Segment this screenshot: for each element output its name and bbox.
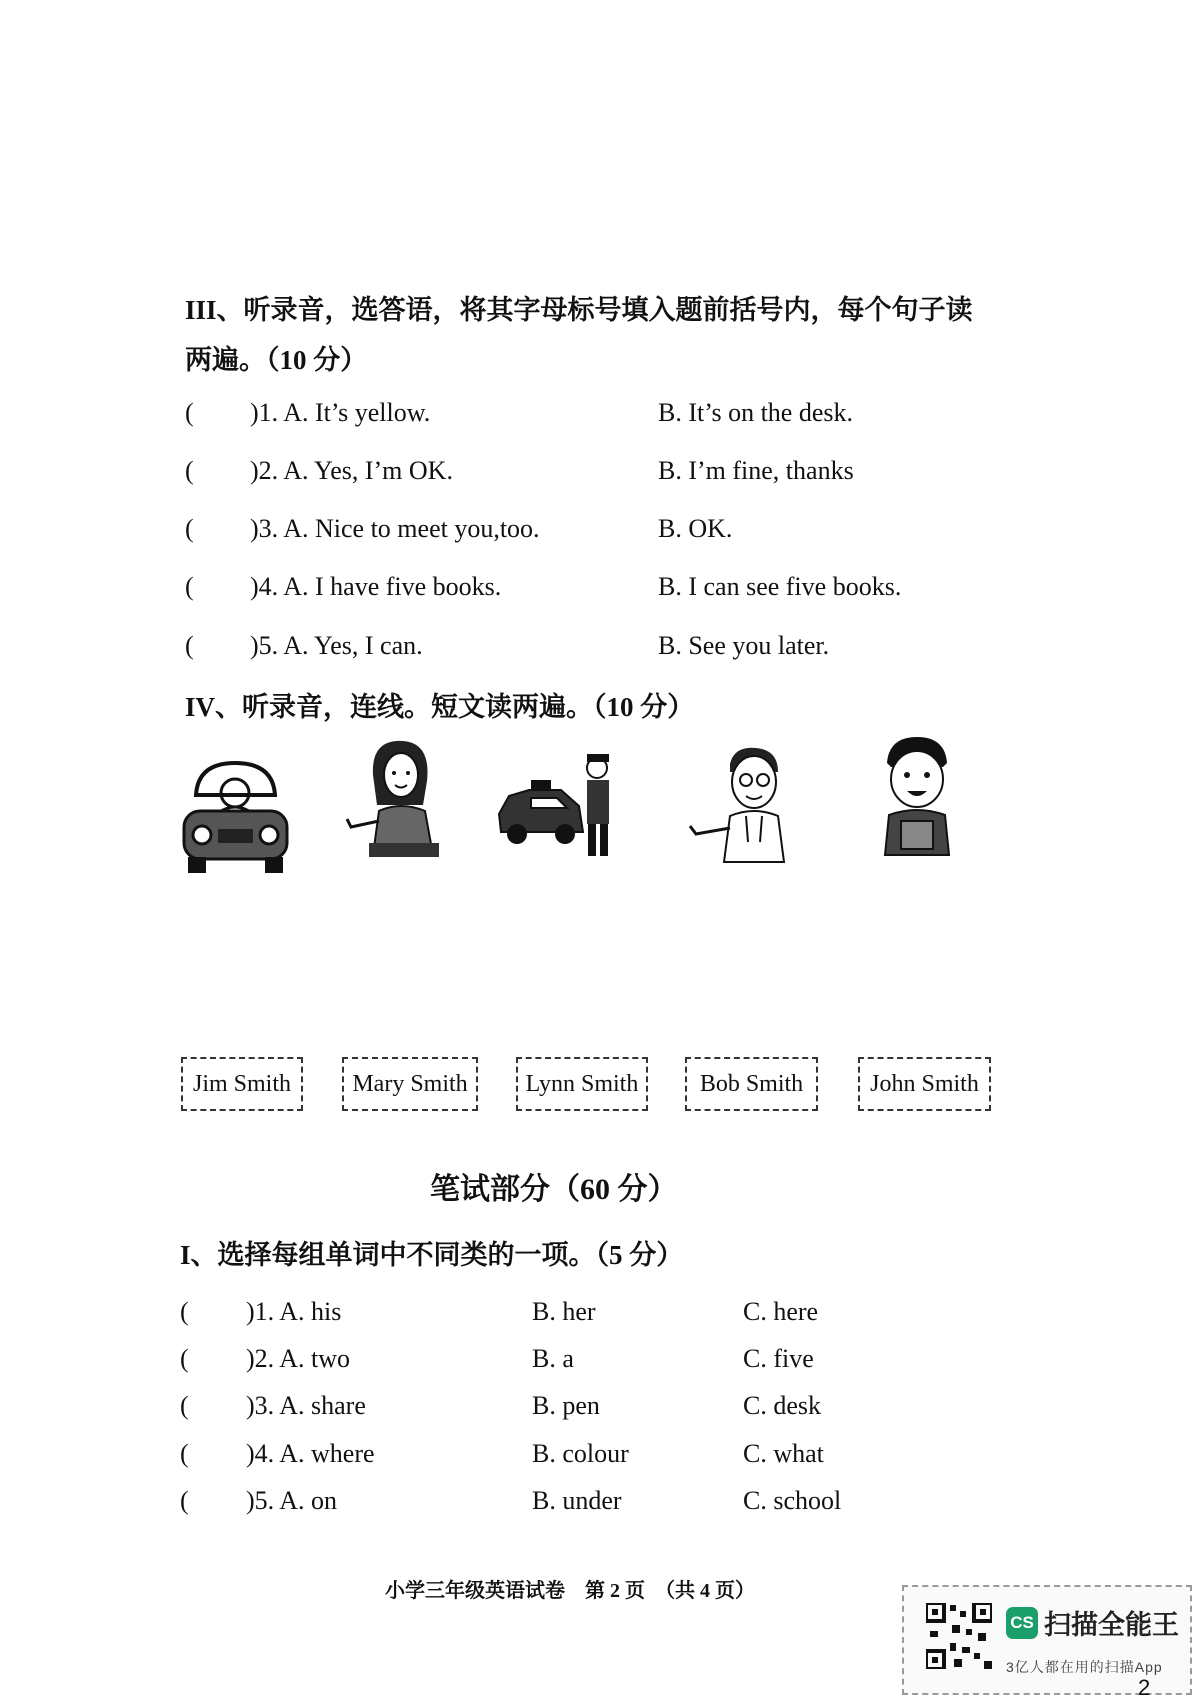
option-a: )5. A. Yes, I can. [250, 631, 423, 660]
name-box: Bob Smith [685, 1057, 818, 1111]
answer-paren: ( [185, 514, 194, 543]
answer-paren: ( [185, 572, 194, 601]
option-c: C. here [743, 1297, 819, 1326]
option-b: B. I can see five books. [658, 572, 902, 601]
option-b: B. OK. [658, 514, 733, 543]
answer-paren: ( [185, 456, 194, 485]
boy-picture [877, 735, 957, 863]
option-b: B. under [532, 1486, 622, 1515]
option-a: )2. A. Yes, I’m OK. [250, 456, 453, 485]
option-a: )2. A. two [246, 1344, 350, 1373]
option-b: B. I’m fine, thanks [658, 456, 854, 485]
page-footer: 小学三年级英语试卷 第 2 页 （共 4 页） [385, 1580, 755, 1602]
section3-heading-line1: III、听录音，选答语，将其字母标号填入题前括号内，每个句子读 [185, 295, 973, 325]
section4-heading: IV、听录音，连线。短文读两遍。（10 分） [185, 692, 695, 722]
doctor-picture [686, 742, 794, 864]
cs-logo-icon: CS [1006, 1607, 1038, 1639]
answer-paren: ( [180, 1344, 189, 1373]
option-c: C. five [743, 1344, 814, 1373]
qr-code-icon [926, 1603, 992, 1669]
option-a: )3. A. share [246, 1391, 366, 1420]
written-section-title: 笔试部分（60 分） [430, 1173, 678, 1206]
section3-heading-line2: 两遍。（10 分） [185, 345, 368, 375]
option-a: )4. A. where [246, 1439, 375, 1468]
page-number: 2 [1138, 1675, 1151, 1700]
teacher-picture [343, 735, 445, 863]
name-box: Mary Smith [342, 1057, 478, 1111]
option-b: B. It’s on the desk. [658, 398, 853, 427]
option-a: )1. A. It’s yellow. [250, 398, 431, 427]
answer-paren: ( [180, 1439, 189, 1468]
option-b: B. See you later. [658, 631, 830, 660]
option-b: B. pen [532, 1391, 600, 1420]
option-a: )4. A. I have five books. [250, 572, 502, 601]
option-a: )3. A. Nice to meet you,too. [250, 514, 540, 543]
answer-paren: ( [180, 1486, 189, 1515]
answer-paren: ( [180, 1391, 189, 1420]
police-picture [495, 750, 620, 860]
scanner-app-subtitle: 3亿人都在用的扫描App [1006, 1659, 1163, 1675]
option-c: C. school [743, 1486, 842, 1515]
scanner-app-name: 扫描全能王 [1044, 1610, 1179, 1640]
answer-paren: ( [180, 1297, 189, 1326]
name-box: Jim Smith [181, 1057, 303, 1111]
option-b: B. colour [532, 1439, 629, 1468]
option-c: C. desk [743, 1391, 821, 1420]
name-box: John Smith [858, 1057, 991, 1111]
written-section1-heading: I、选择每组单词中不同类的一项。（5 分） [180, 1240, 684, 1270]
answer-paren: ( [185, 398, 194, 427]
option-a: )1. A. his [246, 1297, 342, 1326]
option-a: )5. A. on [246, 1486, 337, 1515]
option-c: C. what [743, 1439, 824, 1468]
option-b: B. her [532, 1297, 596, 1326]
option-b: B. a [532, 1344, 574, 1373]
driver-picture [178, 755, 293, 877]
answer-paren: ( [185, 631, 194, 660]
name-box: Lynn Smith [516, 1057, 648, 1111]
